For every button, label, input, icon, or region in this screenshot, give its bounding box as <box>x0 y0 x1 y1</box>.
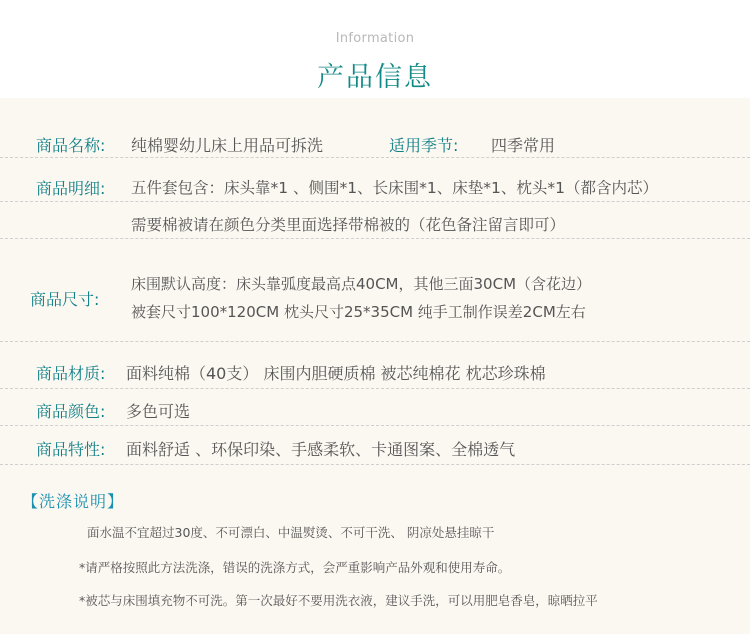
size-label: 商品尺寸: <box>30 290 100 309</box>
color-value: 多色可选 <box>126 402 191 421</box>
header-subtitle: Information <box>335 31 415 46</box>
detail-note: 需要棉被请在颜色分类里面选择带棉被的（花色备注留言即可） <box>131 216 566 234</box>
season-label: 适用季节: <box>389 136 459 155</box>
page-title: 产品信息 <box>317 62 433 93</box>
name-label: 商品名称: <box>36 136 106 155</box>
divider <box>0 464 750 465</box>
season-value: 四季常用 <box>491 136 556 155</box>
material-label: 商品材质: <box>36 364 106 383</box>
divider <box>0 238 750 239</box>
care-line-1: 面水温不宜超过30度、不可漂白、中温熨烫、不可干洗、 阴凉处悬挂晾干 <box>87 525 495 540</box>
divider <box>0 388 750 389</box>
care-line-3: *被芯与床围填充物不可洗。第一次最好不要用洗衣液，建议手洗，可以用肥皂香皂，晾晒拉平 <box>79 593 598 608</box>
detail-label: 商品明细: <box>36 179 106 198</box>
divider <box>0 425 750 426</box>
divider <box>0 157 750 158</box>
size-line2: 被套尺寸100*120CM 枕头尺寸25*35CM 纯手工制作误差2CM左右 <box>131 303 586 321</box>
divider <box>0 201 750 202</box>
header <box>0 0 750 98</box>
feature-label: 商品特性: <box>36 440 106 459</box>
detail-value: 五件套包含：床头靠*1 、侧围*1、长床围*1、床垫*1、枕头*1（都含内芯） <box>131 179 658 197</box>
size-line1: 床围默认高度：床头靠弧度最高点40CM，其他三面30CM（含花边） <box>131 275 592 293</box>
material-value: 面料纯棉（40支） 床围内胆硬质棉 被芯纯棉花 枕芯珍珠棉 <box>126 364 546 383</box>
name-value: 纯棉婴幼儿床上用品可拆洗 <box>131 136 324 155</box>
care-line-2: *请严格按照此方法洗涤，错误的洗涤方式，会严重影响产品外观和使用寿命。 <box>79 560 511 575</box>
color-label: 商品颜色: <box>36 402 106 421</box>
feature-value: 面料舒适 、环保印染、手感柔软、卡通图案、全棉透气 <box>126 440 516 459</box>
divider <box>0 341 750 342</box>
care-title: 【洗涤说明】 <box>22 492 125 511</box>
